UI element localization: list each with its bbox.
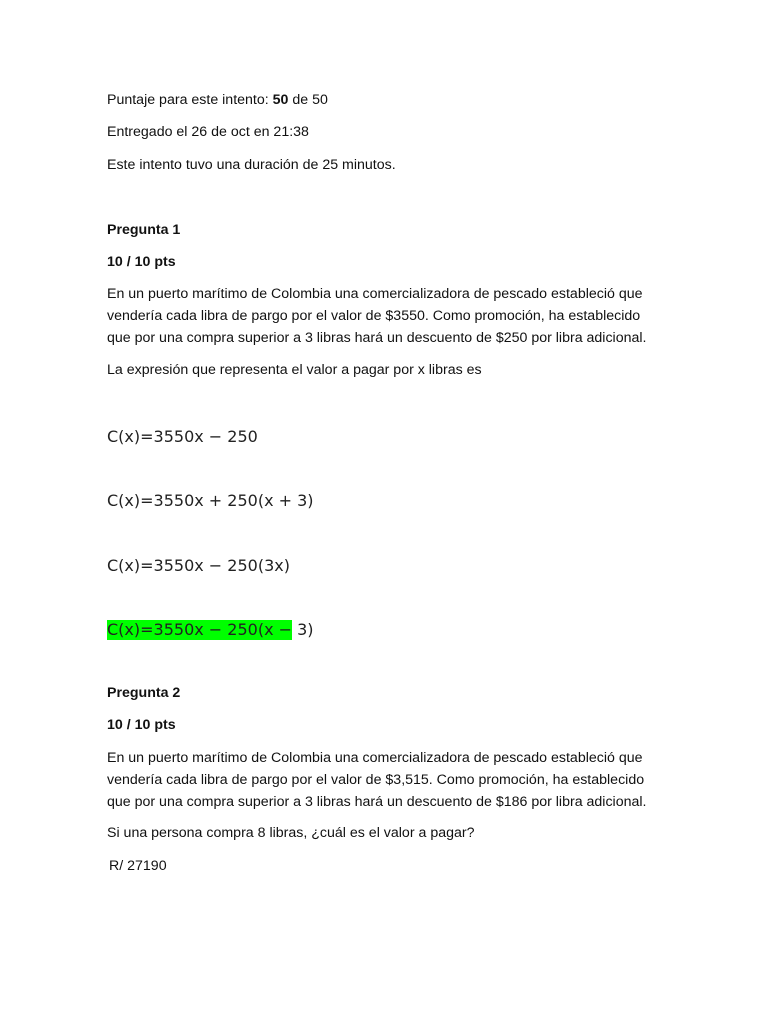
question-1-title: Pregunta 1 [107, 222, 181, 238]
question-2-answer: R/ 27190 [109, 858, 167, 874]
question-2-points: 10 / 10 pts [107, 717, 176, 733]
submitted-date: Entregado el 26 de oct en 21:38 [107, 124, 309, 140]
question-1-points: 10 / 10 pts [107, 254, 176, 270]
score-label: Puntaje para este intento: [107, 92, 269, 108]
question-1-prompt: La expresión que representa el valor a pagar por x libras es [107, 362, 482, 378]
q1-option-4-selected[interactable]: C(x)=3550x − 250(x − 3) [107, 620, 314, 639]
question-2-title: Pregunta 2 [107, 685, 181, 701]
q1-option-2[interactable]: C(x)=3550x + 250(x + 3) [107, 491, 314, 510]
question-2-prompt: Si una persona compra 8 libras, ¿cuál es el valor a pagar? [107, 825, 475, 841]
score-line [107, 89, 328, 111]
q1-option-1[interactable]: C(x)=3550x − 250 [107, 427, 258, 446]
score-total: de 50 [292, 92, 328, 108]
q1-option-3[interactable]: C(x)=3550x − 250(3x) [107, 556, 290, 575]
attempt-duration: Este intento tuvo una duración de 25 minutos. [107, 157, 396, 173]
question-1-statement: En un puerto marítimo de Colombia una comercializadora de pescado estableció que vendería cada libra de pargo por el valor de $3550. Como promoción, ha establecido que por una compra superior a 3 libras hará un descuento de $250 por libra adicional. [107, 286, 647, 346]
score-value: 50 [272, 92, 289, 108]
question-2-statement: En un puerto marítimo de Colombia una comercializadora de pescado estableció que vendería cada libra de pargo por el valor de $3,515. Como promoción, ha establecido que por una compra superior a 3 libras hará un descuento de $186 por libra adicional. [107, 750, 647, 810]
